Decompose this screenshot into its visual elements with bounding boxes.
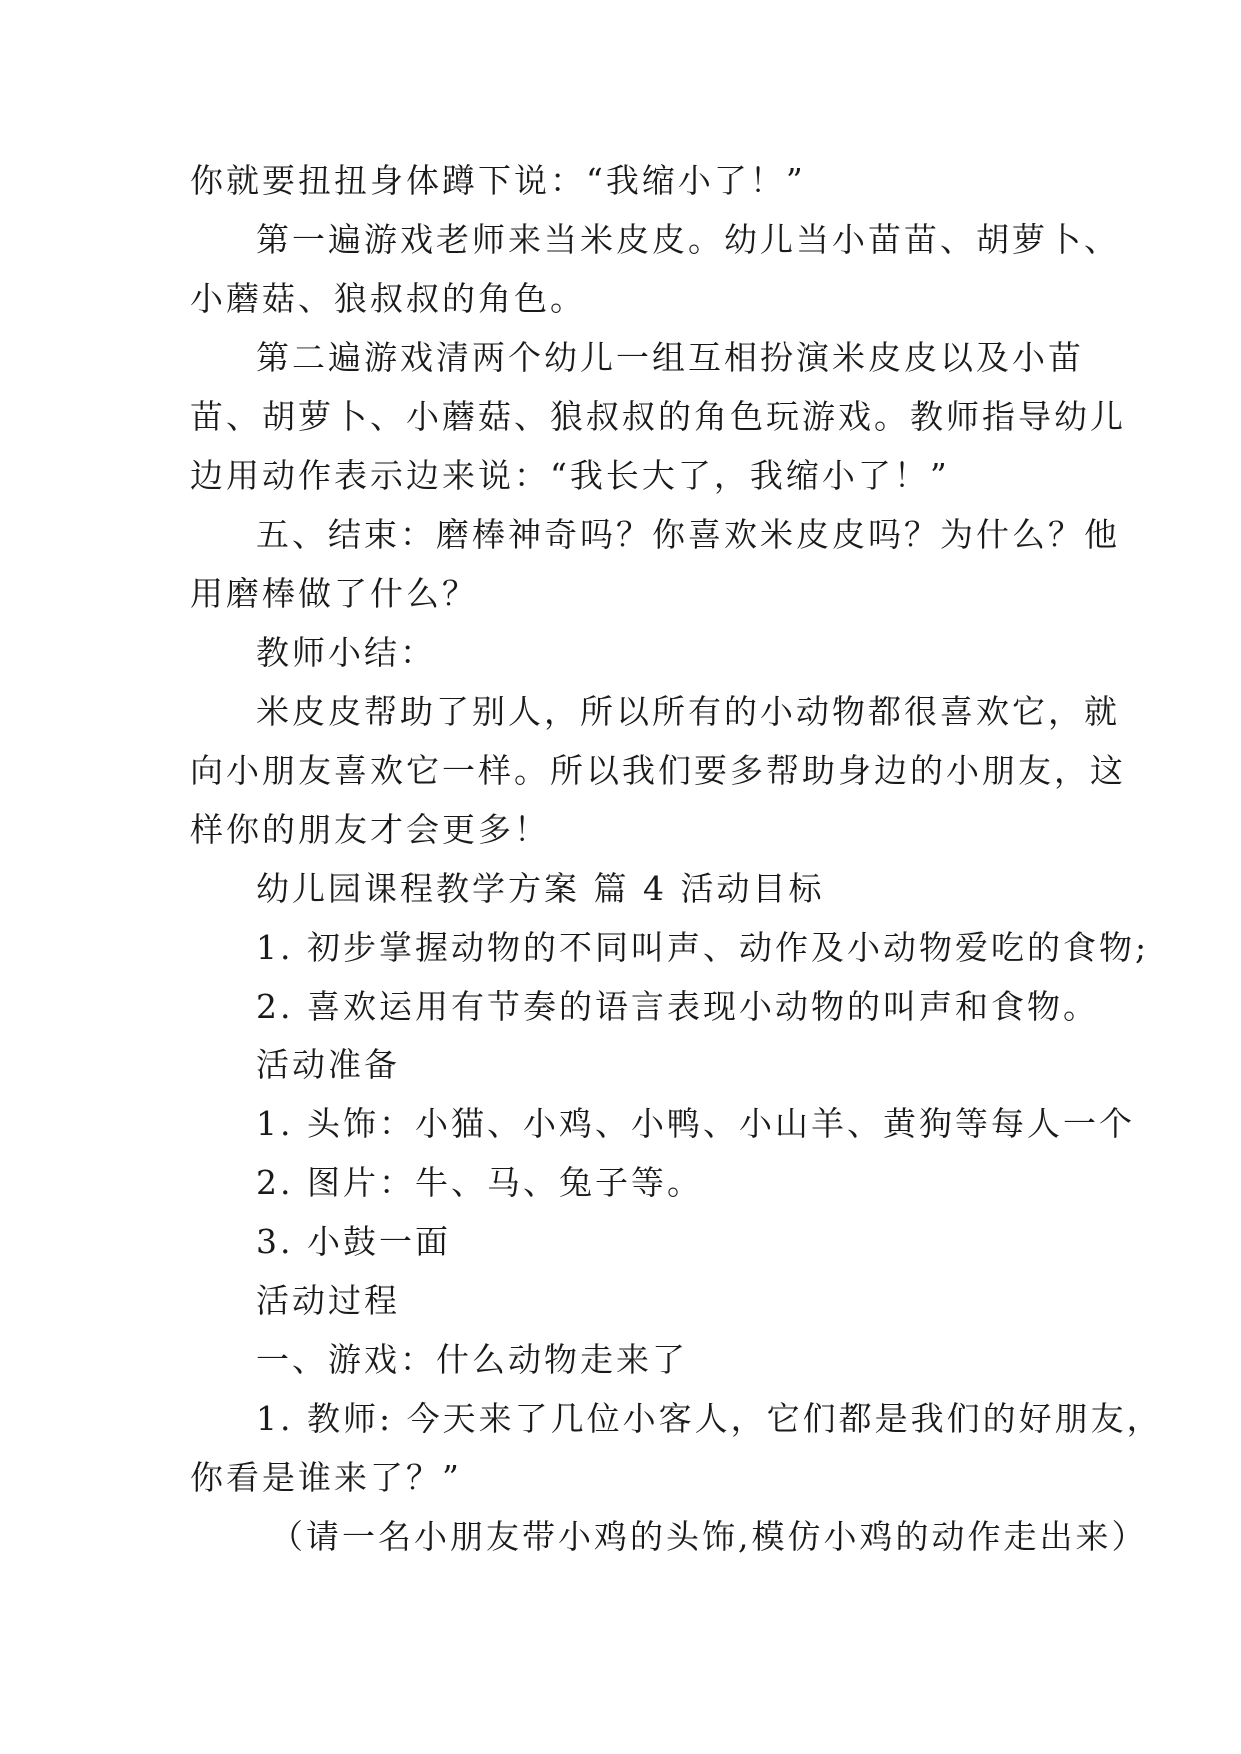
text-line: 你看是谁来了？” [190, 1458, 462, 1497]
section-heading: 活动过程 [256, 1281, 400, 1320]
text-line: 向小朋友喜欢它一样。所以我们要多帮助身边的小朋友，这 [190, 751, 1126, 790]
text-line: 1. 教师: 今天来了几位小客人，它们都是我们的好朋友， [256, 1399, 1163, 1438]
text-line: 你就要扭扭身体蹲下说：“我缩小了！” [190, 161, 806, 200]
text-line: 用磨棒做了什么？ [190, 574, 478, 613]
text-line: 第一遍游戏老师来当米皮皮。幼儿当小苗苗、胡萝卜、 [256, 220, 1120, 259]
section-heading: 活动准备 [256, 1045, 400, 1084]
text-line: 教师小结： [256, 633, 436, 672]
text-line: 一、游戏：什么动物走来了 [256, 1340, 688, 1379]
text-line: 苗、胡萝卜、小蘑菇、狼叔叔的角色玩游戏。教师指导幼儿 [190, 397, 1126, 436]
list-item: 2. 喜欢运用有节奏的语言表现小动物的叫声和食物。 [256, 987, 1099, 1026]
list-item: 1. 头饰：小猫、小鸡、小鸭、小山羊、黄狗等每人一个 [256, 1104, 1135, 1143]
text-line: 边用动作表示边来说：“我长大了，我缩小了！” [190, 456, 950, 495]
list-item: 1. 初步掌握动物的不同叫声、动作及小动物爱吃的食物; [256, 928, 1150, 967]
text-line: 样你的朋友才会更多！ [190, 810, 550, 849]
text-line: 五、结束：磨棒神奇吗？你喜欢米皮皮吗？为什么？他 [256, 515, 1120, 554]
text-line: （请一名小朋友带小鸡的头饰,模仿小鸡的动作走出来） [270, 1517, 1148, 1556]
text-line: 小蘑菇、狼叔叔的角色。 [190, 279, 586, 318]
section-heading: 幼儿园课程教学方案 篇 4 活动目标 [256, 869, 825, 908]
list-item: 3. 小鼓一面 [256, 1222, 451, 1261]
list-item: 2. 图片：牛、马、兔子等。 [256, 1163, 703, 1202]
text-line: 米皮皮帮助了别人，所以所有的小动物都很喜欢它，就 [256, 692, 1120, 731]
text-line: 第二遍游戏清两个幼儿一组互相扮演米皮皮以及小苗 [256, 338, 1084, 377]
